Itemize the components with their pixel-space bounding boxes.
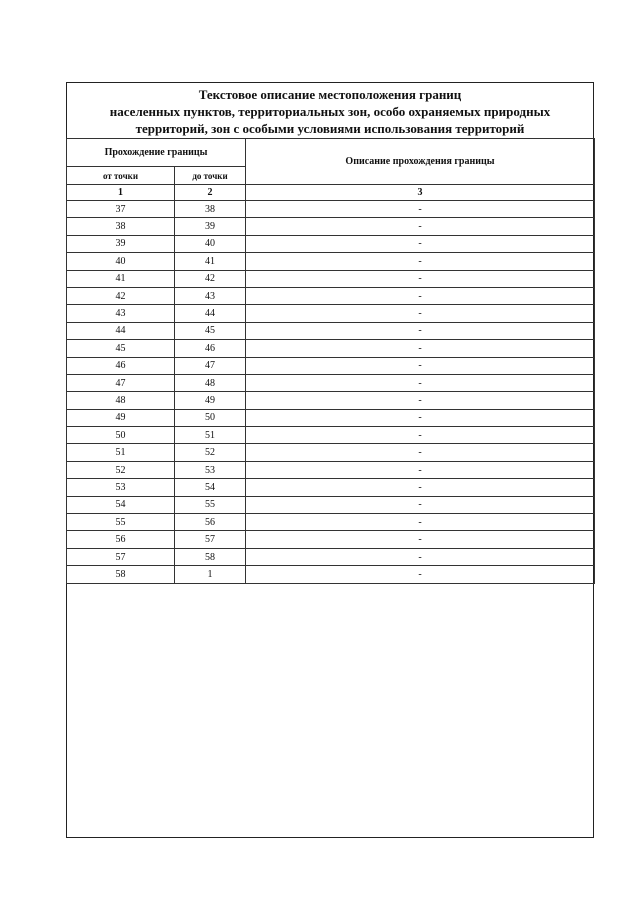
cell-description: - — [246, 427, 595, 444]
cell-from-point: 37 — [67, 201, 175, 218]
table-row — [67, 427, 595, 444]
cell-to-point: 48 — [175, 374, 246, 391]
cell-description: - — [246, 566, 595, 583]
cell-description: - — [246, 287, 595, 304]
cell-description: - — [246, 270, 595, 287]
cell-description: - — [246, 392, 595, 409]
cell-from-point: 44 — [67, 322, 175, 339]
cell-description: - — [246, 514, 595, 531]
cell-to-point: 50 — [175, 409, 246, 426]
cell-to-point: 41 — [175, 253, 246, 270]
cell-to-point: 52 — [175, 444, 246, 461]
table-row — [67, 322, 595, 339]
cell-description: - — [246, 374, 595, 391]
cell-to-point: 56 — [175, 514, 246, 531]
header-passage: Прохождение границы — [67, 139, 246, 167]
cell-description: - — [246, 340, 595, 357]
header-col-3: 3 — [246, 185, 595, 201]
cell-description: - — [246, 548, 595, 565]
title-line-1: Текстовое описание местоположения границ — [198, 87, 462, 102]
cell-from-point: 45 — [67, 340, 175, 357]
table-row — [67, 374, 595, 391]
table-row — [67, 305, 595, 322]
cell-from-point: 50 — [67, 427, 175, 444]
cell-from-point: 53 — [67, 479, 175, 496]
cell-to-point: 54 — [175, 479, 246, 496]
cell-to-point: 44 — [175, 305, 246, 322]
table-row — [67, 444, 595, 461]
table-row — [67, 201, 595, 218]
table-row — [67, 392, 595, 409]
cell-description: - — [246, 531, 595, 548]
cell-description: - — [246, 253, 595, 270]
cell-from-point: 47 — [67, 374, 175, 391]
cell-to-point: 46 — [175, 340, 246, 357]
cell-to-point: 43 — [175, 287, 246, 304]
cell-description: - — [246, 444, 595, 461]
cell-from-point: 42 — [67, 287, 175, 304]
cell-from-point: 39 — [67, 235, 175, 252]
cell-to-point: 47 — [175, 357, 246, 374]
cell-from-point: 56 — [67, 531, 175, 548]
table-row — [67, 253, 595, 270]
cell-to-point: 55 — [175, 496, 246, 513]
cell-description: - — [246, 479, 595, 496]
cell-to-point: 40 — [175, 235, 246, 252]
cell-to-point: 39 — [175, 218, 246, 235]
cell-description: - — [246, 461, 595, 478]
cell-to-point: 38 — [175, 201, 246, 218]
table-row — [67, 531, 595, 548]
table-row — [67, 235, 595, 252]
table-row — [67, 566, 595, 583]
cell-to-point: 58 — [175, 548, 246, 565]
cell-from-point: 55 — [67, 514, 175, 531]
cell-description: - — [246, 235, 595, 252]
cell-from-point: 52 — [67, 461, 175, 478]
cell-description: - — [246, 201, 595, 218]
cell-from-point: 49 — [67, 409, 175, 426]
cell-from-point: 43 — [67, 305, 175, 322]
cell-to-point: 49 — [175, 392, 246, 409]
cell-to-point: 53 — [175, 461, 246, 478]
cell-from-point: 38 — [67, 218, 175, 235]
table-row — [67, 496, 595, 513]
table-row — [67, 514, 595, 531]
cell-from-point: 41 — [67, 270, 175, 287]
header-description: Описание прохождения границы — [246, 139, 595, 185]
header-col-1: 1 — [67, 185, 175, 201]
header-from-point: от точки — [67, 167, 175, 185]
table-row — [67, 409, 595, 426]
cell-to-point: 51 — [175, 427, 246, 444]
cell-from-point: 51 — [67, 444, 175, 461]
table-row — [67, 287, 595, 304]
document-title — [66, 86, 594, 137]
table-row — [67, 270, 595, 287]
header-row-numbers — [67, 185, 595, 201]
cell-from-point: 54 — [67, 496, 175, 513]
cell-from-point: 57 — [67, 548, 175, 565]
cell-description: - — [246, 357, 595, 374]
table-row — [67, 461, 595, 478]
table-row — [67, 548, 595, 565]
cell-from-point: 40 — [67, 253, 175, 270]
table-row — [67, 357, 595, 374]
header-to-point: до точки — [175, 167, 246, 185]
cell-description: - — [246, 496, 595, 513]
cell-to-point: 45 — [175, 322, 246, 339]
cell-from-point: 46 — [67, 357, 175, 374]
cell-description: - — [246, 305, 595, 322]
table-row — [67, 218, 595, 235]
cell-to-point: 42 — [175, 270, 246, 287]
cell-description: - — [246, 409, 595, 426]
table-row — [67, 340, 595, 357]
cell-to-point: 1 — [175, 566, 246, 583]
title-line-3: территорий, зон с особыми условиями использования территорий — [135, 121, 525, 136]
cell-from-point: 58 — [67, 566, 175, 583]
table-row — [67, 479, 595, 496]
cell-description: - — [246, 218, 595, 235]
cell-from-point: 48 — [67, 392, 175, 409]
header-row-1 — [67, 139, 595, 167]
title-line-2: населенных пунктов, территориальных зон, особо охраняемых природных — [109, 104, 551, 119]
header-col-2: 2 — [175, 185, 246, 201]
boundary-table — [66, 138, 595, 584]
cell-to-point: 57 — [175, 531, 246, 548]
cell-description: - — [246, 322, 595, 339]
